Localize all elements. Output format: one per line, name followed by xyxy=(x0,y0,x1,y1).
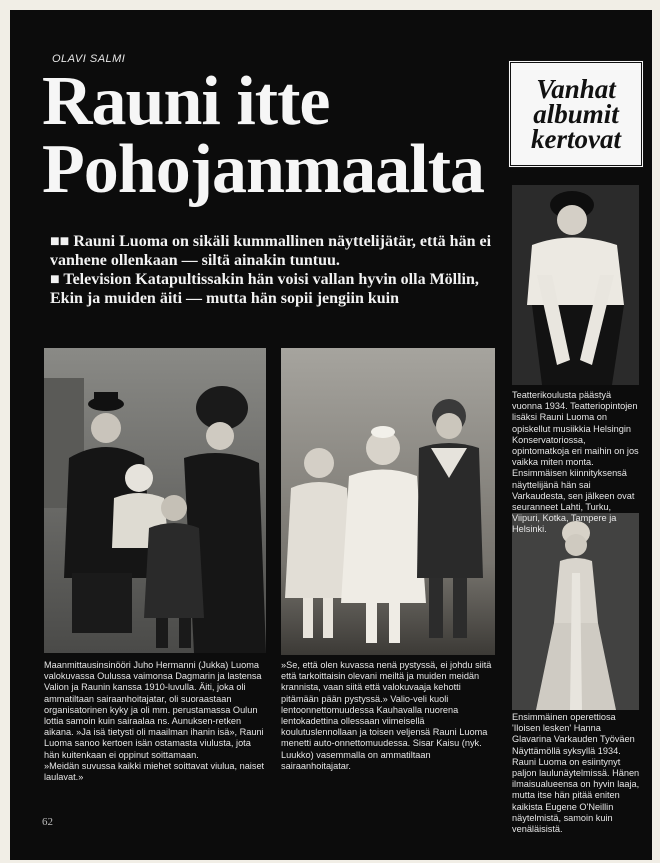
author-byline: OLAVI SALMI xyxy=(52,53,126,65)
article-headline xyxy=(42,63,484,208)
family-caption-text: Maanmittausinsinööri Juho Hermanni (Jukka) Luoma valokuvassa Oulussa vaimonsa Dagmarin ja lastensa Valion ja Raunin kanssa 1910-luvulla. Äiti, joka oli ammatiltaan sairaanhoitajatar, oli suoraastaan organisatorinen kyky ja oli mm. perustamassa Oulun lottia samoin kuin sairaalaa ns. Aunuksen-retken aikana. »Ja isä tietysti oli maailman ihanin isä», Rauni Luoma sanoo kertoen isän ostamasta viulusta, jota hän kuitenkaan ei oppinut soittamaan. xyxy=(44,660,264,760)
children-photo xyxy=(281,348,495,655)
lead-line-1: ■■ Rauni Luoma on sikäli kummallinen näyttelijätär, että hän ei vanhene ollenkaan — siltä ainakin tuntuu. xyxy=(50,233,492,269)
series-title-line-2: albumit xyxy=(533,98,619,129)
children-caption-text: »Se, että olen kuvassa nenä pystyssä, ei johdu siitä että tarkoittaisin olevani meiltä ja muiden meidän krannista, vaan siitä että valokuvaaja kehotti pitämään pään pystyssä.» Valio-veli kuoli lentoonnettomuudessa Kauhavalla nuorena lentokadettina ollessaan viimeisellä koulutuslennollaan ja toisen veljensä Rauni Luoma menetti auto-onnettomuudessa. Sisar Kaisu (nyk. Luukko) vasemmalla on ammatiltaan sairaanhoitajatar. xyxy=(281,660,492,771)
series-title-line-1: Vanhat xyxy=(536,73,616,104)
operetta-caption-text: Ensimmäinen operettiosa 'Iloisen lesken' Hanna Glavarina Varkauden Työväen Näyttämöllä syksyllä 1934. Rauni Luoma on esiintynyt paljon laulunäytelmissä. Hänen ilmaisualueensa on hyvin laaja, mutta itse hän pitää eniten kaikista Eugene O'Neillin näytelmistä, samoin kuin venäläisistä. xyxy=(512,712,640,835)
headline-line-1: Rauni itte xyxy=(42,63,330,140)
series-title-box xyxy=(508,60,644,168)
lead-line-2: ■ Television Katapultissakin hän voisi vallan hyvin olla Möllin, Ekin ja muiden äiti — mutta hän sopii jengiin kuin xyxy=(50,271,479,307)
operetta-photo xyxy=(512,513,639,710)
family-photo-caption xyxy=(44,660,266,783)
lead-paragraph xyxy=(50,232,500,308)
portrait-1934-photo xyxy=(512,185,639,385)
family-photo xyxy=(44,348,266,653)
operetta-photo-caption xyxy=(512,712,640,835)
portrait-caption-text: Teatterikoulusta päästyä vuonna 1934. Teatteriopintojen lisäksi Rauni Luoma on opiskellut musiikkia Helsingin Konservatoriossa, opintomatkoja eri maihin on jos vaikka miten monta. Ensimmäisen kiinnityksensä näyttelijänä hän sai Varkaudesta, sen jälkeen ovat seuranneet Lahti, Turku, Viipuri, Kotka, Tampere ja Helsinki. xyxy=(512,390,639,535)
children-photo-caption xyxy=(281,660,495,772)
family-caption-quote: »Meidän suvussa kaikki miehet soittavat viulua, naiset laulavat.» xyxy=(44,760,265,783)
page-number: 62 xyxy=(42,816,53,828)
series-title-line-3: kertovat xyxy=(531,123,621,154)
headline-line-2: Pohojanmaalta xyxy=(42,131,484,208)
portrait-1934-caption xyxy=(512,390,640,536)
